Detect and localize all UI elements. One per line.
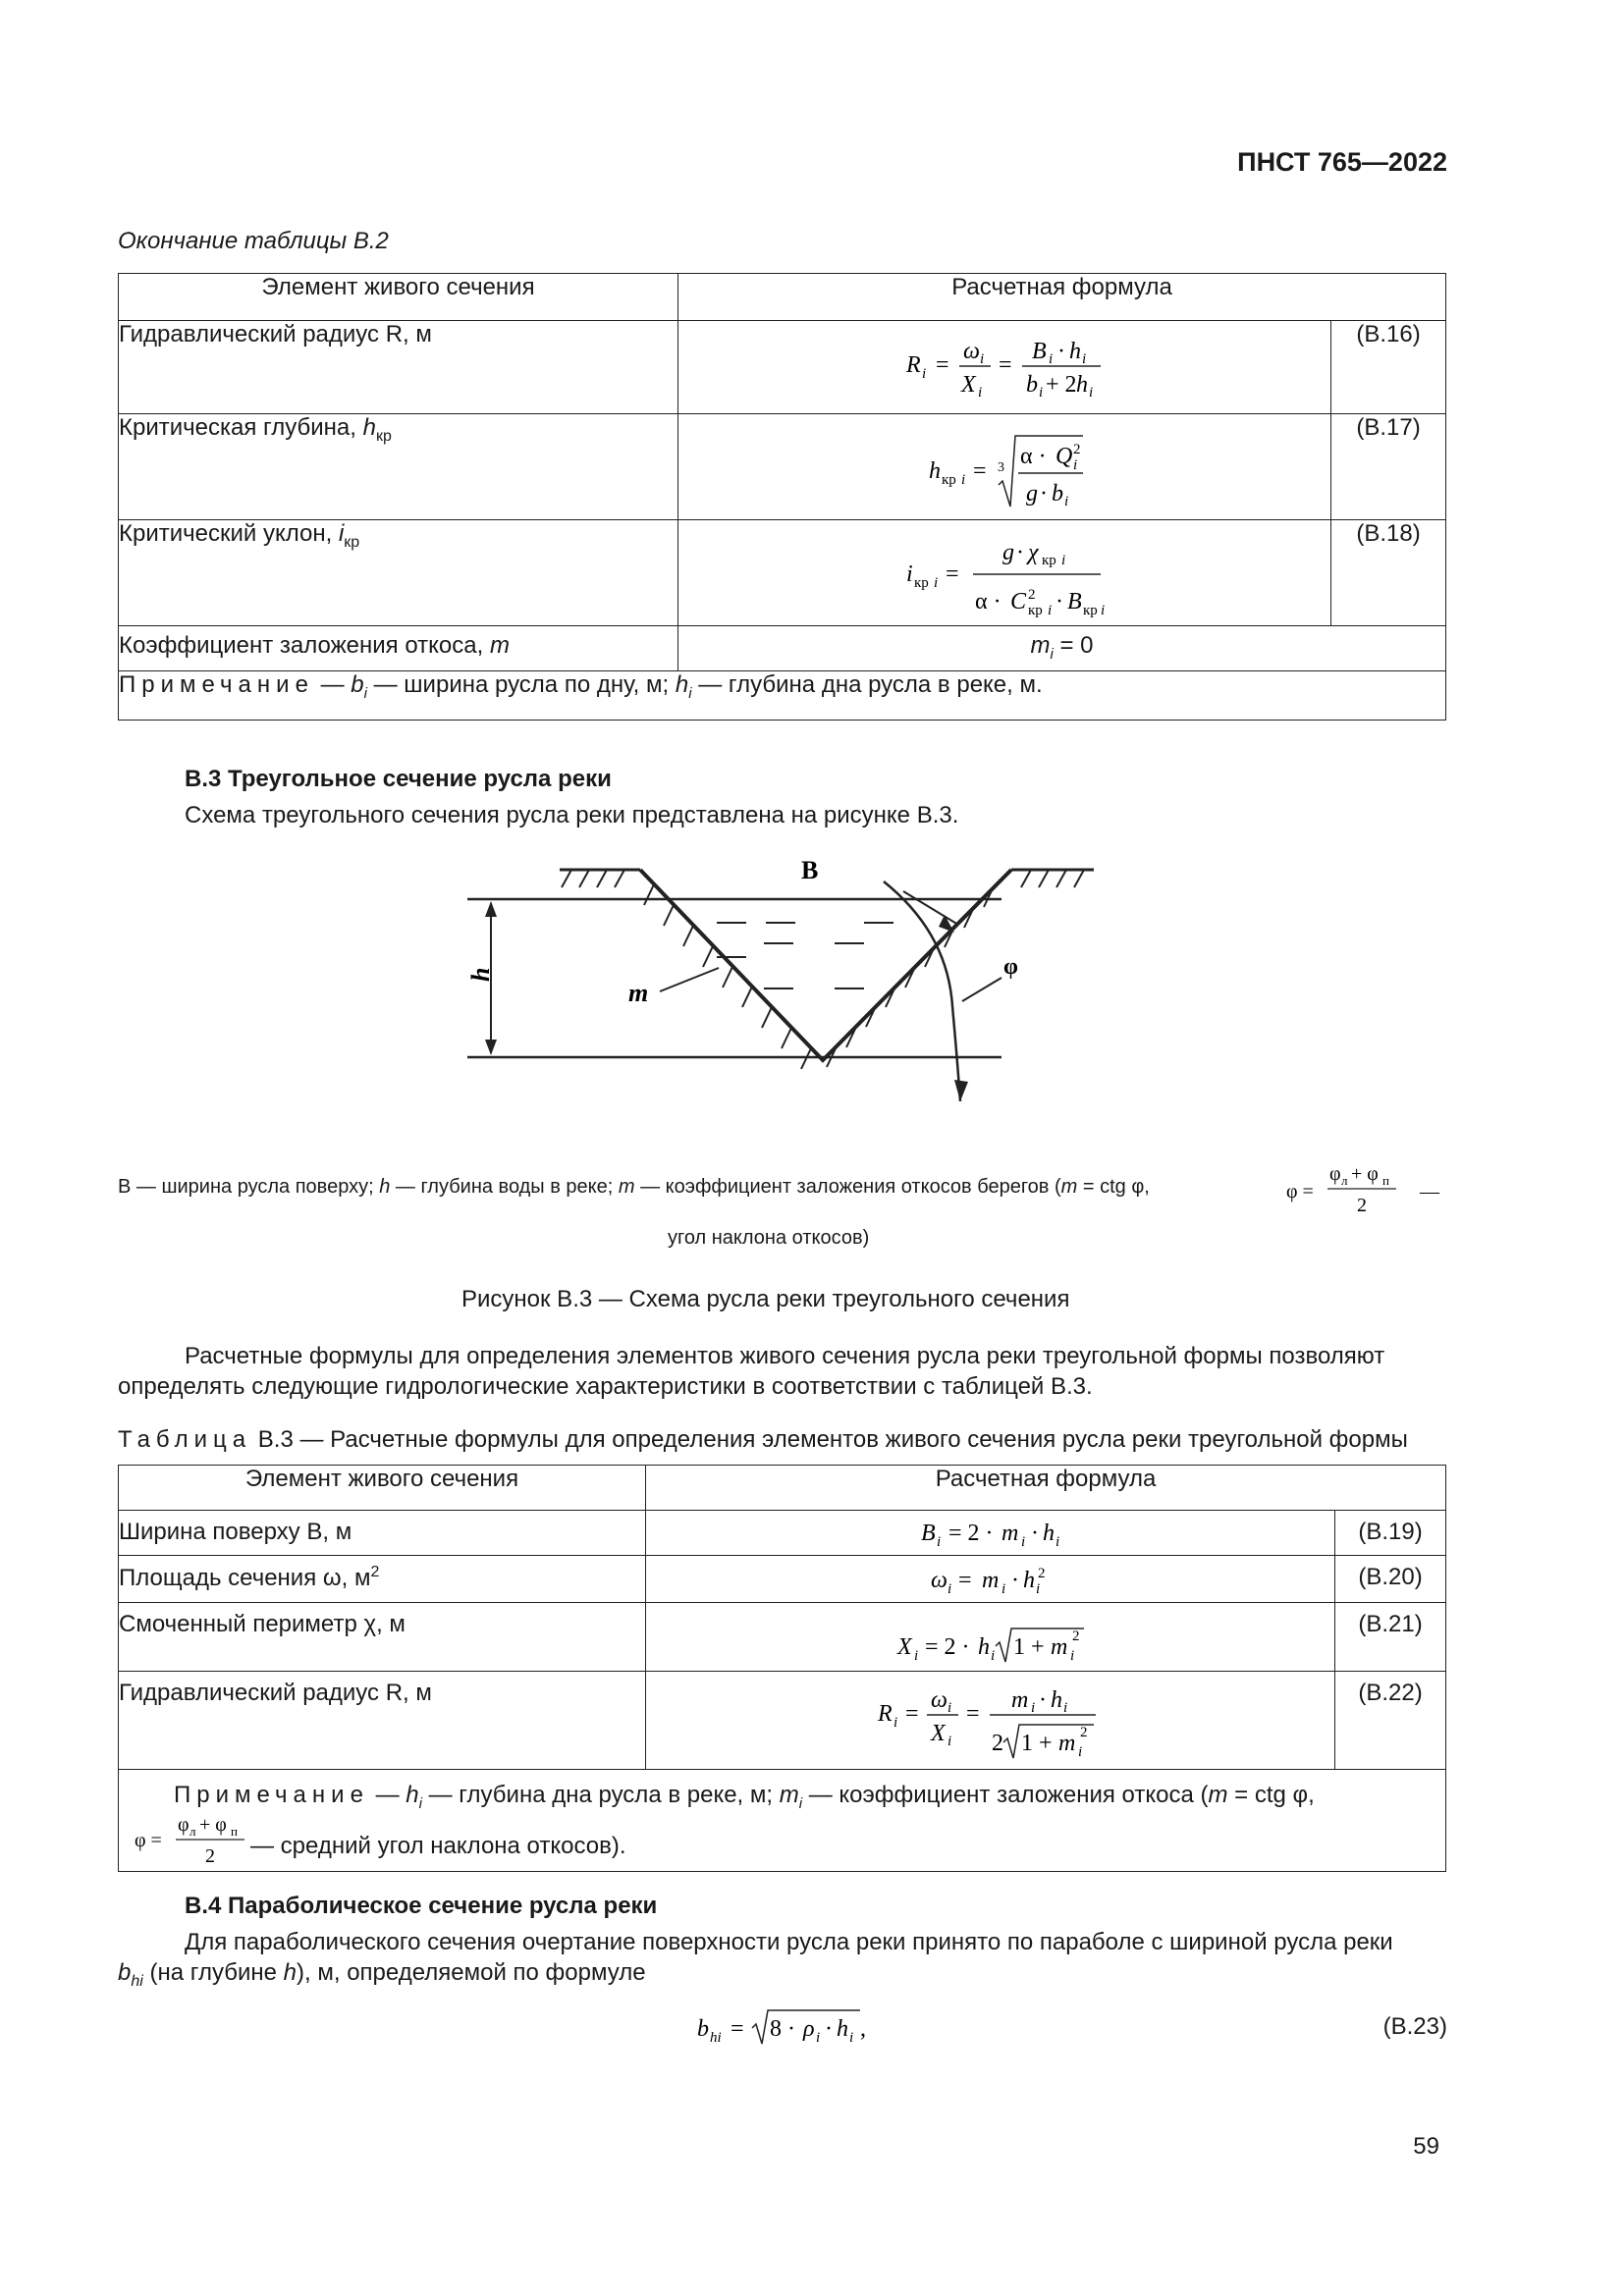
formula-b22 (646, 1672, 1335, 1770)
formula-b20-svg (646, 1556, 1335, 1603)
svg-text:i: i (947, 1700, 952, 1716)
col-header-element: Элемент живого сечения (119, 274, 678, 321)
svg-text:=: = (946, 561, 959, 587)
svg-text:п: п (1382, 1173, 1389, 1188)
svg-text:i: i (991, 1648, 996, 1664)
figure-b3-diagram (452, 844, 1119, 1139)
row-label: Смоченный периметр χ, м (119, 1603, 646, 1672)
formula-number: (В.17) (1331, 414, 1446, 520)
formula-number: (В.20) (1335, 1556, 1446, 1603)
svg-text:h: h (1069, 339, 1081, 364)
svg-text:i: i (947, 1581, 952, 1597)
svg-text:1 +: 1 + (1013, 1634, 1045, 1660)
formula-b16-svg (678, 321, 1331, 414)
figure-b3-caption: Рисунок В.3 — Схема русла реки треугольного сечения (461, 1286, 1070, 1312)
m-leader (660, 968, 719, 991)
phi-leader (962, 978, 1001, 1001)
svg-text:X: X (931, 1721, 946, 1746)
svg-text:+ φ: + φ (199, 1814, 227, 1836)
svg-text:,: , (860, 2016, 866, 2042)
svg-text:+ φ: + φ (1351, 1163, 1379, 1185)
svg-text:m: m (1058, 1731, 1076, 1756)
svg-text:h: h (1023, 1568, 1035, 1593)
svg-text:φ =: φ = (135, 1830, 162, 1851)
h-arrow-bottom (485, 1040, 497, 1055)
svg-text:i: i (1061, 553, 1066, 568)
table-note-row (119, 1770, 1446, 1872)
svg-text:B: B (1067, 589, 1082, 614)
svg-text:h: h (978, 1634, 990, 1660)
svg-text:8 ·: 8 · (770, 2016, 795, 2042)
svg-text:+ 2: + 2 (1046, 372, 1077, 398)
svg-text:i: i (849, 2030, 854, 2046)
svg-text:=: = (936, 352, 949, 378)
svg-text:m: m (1051, 1634, 1068, 1660)
svg-text:h: h (929, 458, 941, 484)
section-b3-intro: Схема треугольного сечения русла реки представлена на рисунке В.3. (185, 802, 959, 828)
formula-number: (В.21) (1335, 1603, 1446, 1672)
svg-text:g: g (1002, 540, 1014, 565)
svg-text:i: i (1021, 1534, 1026, 1550)
page-number: 59 (1413, 2133, 1439, 2160)
svg-text:кр: кр (942, 472, 956, 488)
svg-text:i: i (1082, 351, 1087, 367)
table-b2-caption: Окончание таблицы В.2 (118, 228, 389, 254)
svg-text:i: i (934, 575, 939, 591)
formula-b23-number: (В.23) (1382, 2013, 1447, 2040)
svg-text:2: 2 (1080, 1725, 1088, 1740)
table-b3-title: Таблица В.3 — Расчетные формулы для определения элементов живого сечения русла реки треугольной формы (118, 1426, 1408, 1453)
svg-text:i: i (1070, 1648, 1075, 1664)
svg-text:= 2 ·: = 2 · (925, 1634, 970, 1660)
svg-text:i: i (1048, 603, 1053, 618)
svg-text:i: i (978, 385, 983, 400)
col-header-formula: Расчетная формула (646, 1466, 1446, 1511)
svg-text:2: 2 (205, 1845, 215, 1867)
table-row (119, 1672, 1446, 1770)
svg-text:л: л (189, 1824, 196, 1839)
svg-text:2: 2 (1073, 442, 1081, 457)
svg-text:п: п (231, 1824, 238, 1839)
svg-text:кр: кр (1083, 603, 1098, 618)
svg-text:кр: кр (1042, 553, 1056, 568)
table-row (119, 626, 1446, 671)
formula-b19 (646, 1511, 1335, 1556)
row-label: Коэффициент заложения откоса, m (119, 626, 678, 671)
formula-number: (В.18) (1331, 520, 1446, 626)
label-B: В (801, 856, 819, 884)
svg-text:ρ: ρ (803, 2016, 815, 2042)
svg-text:·: · (1031, 1521, 1039, 1546)
svg-text:·: · (1040, 481, 1048, 507)
svg-text:·: · (1056, 589, 1063, 614)
table-b3-note-line2: — средний угол наклона откосов). (250, 1833, 626, 1859)
svg-text:h: h (1076, 372, 1088, 398)
figure-legend-line1: В — ширина русла поверху; h — глубина воды в реке; m — коэффициент заложения откосов берегов (m = ctg φ, (118, 1176, 1150, 1198)
table-row (119, 1556, 1446, 1603)
svg-text:B: B (921, 1521, 936, 1546)
table-row (119, 520, 1446, 626)
svg-text:m: m (982, 1568, 1000, 1593)
svg-text:R: R (906, 352, 921, 378)
svg-text:=: = (731, 2016, 744, 2042)
section-b4-line1: Для параболического сечения очертание поверхности русла реки принято по параболе с шириной русла реки (185, 1929, 1393, 1955)
svg-text:i: i (937, 1534, 942, 1550)
svg-text:Q: Q (1056, 444, 1073, 469)
svg-text:=: = (958, 1568, 972, 1593)
formula-number: (В.16) (1331, 321, 1446, 414)
svg-text:i: i (1089, 385, 1094, 400)
svg-text:i: i (1039, 385, 1044, 400)
svg-text:ω: ω (963, 339, 980, 364)
formula-number: (В.19) (1335, 1511, 1446, 1556)
col-header-element: Элемент живого сечения (119, 1466, 646, 1511)
formula-b23 (687, 2001, 923, 2056)
svg-text:л: л (1341, 1173, 1348, 1188)
svg-text:m: m (1011, 1687, 1029, 1713)
table-b3 (118, 1465, 1446, 1872)
svg-text:i: i (1101, 603, 1106, 618)
svg-text:i: i (961, 472, 966, 488)
table-b3-note (119, 1770, 1446, 1872)
svg-text:B: B (1032, 339, 1047, 364)
svg-text:X: X (897, 1634, 912, 1660)
row-label: Гидравлический радиус R, м (119, 1672, 646, 1770)
row-label: Критическая глубина, $h_{кр}$ (119, 414, 678, 520)
svg-text:i: i (1078, 1744, 1083, 1760)
svg-text:χ: χ (1028, 540, 1039, 565)
paragraph-line2: определять следующие гидрологические характеристики в соответствии с таблицей В.3. (118, 1373, 1093, 1400)
svg-text:=: = (999, 352, 1012, 378)
table-row (119, 321, 1446, 414)
section-b4-line2: $b_{hi}$ (на глубине h), м, определяемой по формуле (118, 1959, 646, 1990)
svg-text:h: h (1043, 1521, 1055, 1546)
formula-b21 (646, 1603, 1335, 1672)
svg-text:i: i (906, 561, 913, 587)
table-b2-note: Примечание — $b_i$ — ширина русла по дну, м; $h_i$ — глубина дна русла в реке, м. (119, 671, 1446, 721)
formula-b20 (646, 1556, 1335, 1603)
paragraph-line1: Расчетные формулы для определения элементов живого сечения русла реки треугольной формы позволяют (185, 1343, 1385, 1369)
h-arrow-top (485, 901, 497, 917)
label-phi: φ (1003, 954, 1018, 980)
svg-text:φ: φ (178, 1814, 189, 1836)
svg-text:ω: ω (931, 1687, 947, 1713)
table-row (119, 414, 1446, 520)
svg-text:i: i (914, 1648, 919, 1664)
svg-text:—: — (1420, 1181, 1439, 1202)
svg-text:i: i (922, 366, 927, 382)
svg-text:α ·: α · (1020, 444, 1047, 469)
formula-b17-svg (678, 414, 1331, 520)
figure-legend-line2: угол наклона откосов) (668, 1227, 870, 1249)
formula-b16 (678, 321, 1331, 414)
svg-text:2: 2 (1072, 1629, 1080, 1644)
formula-m: $m_i = 0$ (678, 626, 1446, 671)
svg-text:φ: φ (1329, 1163, 1341, 1185)
svg-text:i: i (1063, 1700, 1068, 1716)
svg-text:i: i (1049, 351, 1054, 367)
formula-b17 (678, 414, 1331, 520)
svg-text:α ·: α · (975, 589, 1001, 614)
svg-text:i: i (816, 2030, 821, 2046)
svg-text:C: C (1010, 589, 1027, 614)
ground-hatching (562, 870, 1084, 887)
svg-text:=: = (966, 1701, 980, 1727)
svg-text:b: b (1026, 372, 1038, 398)
svg-text:i: i (893, 1715, 898, 1731)
section-b4-heading: В.4 Параболическое сечение русла реки (185, 1893, 658, 1919)
label-m: m (628, 979, 649, 1007)
svg-text:2: 2 (1028, 587, 1036, 603)
svg-text:·: · (1011, 1568, 1019, 1593)
standard-id: ПНСТ 765—2022 (1237, 147, 1447, 177)
svg-text:i: i (947, 1734, 952, 1749)
svg-text:i: i (980, 351, 985, 367)
section-b3-heading: В.3 Треугольное сечение русла реки (185, 766, 612, 792)
row-label: Гидравлический радиус R, м (119, 321, 678, 414)
col-header-formula: Расчетная формула (678, 274, 1446, 321)
formula-b22-svg (646, 1672, 1335, 1770)
svg-text:i: i (1064, 494, 1069, 509)
svg-text:3: 3 (998, 460, 1004, 475)
svg-text:φ =: φ = (1286, 1181, 1314, 1202)
svg-text:R: R (878, 1701, 893, 1727)
svg-text:=: = (973, 458, 987, 484)
svg-text:кр: кр (914, 575, 929, 591)
label-h: h (466, 967, 495, 982)
svg-text:·: · (1016, 540, 1024, 565)
row-label: Площадь сечения ω, $м^2$ (119, 1556, 646, 1603)
svg-text:i: i (1001, 1581, 1006, 1597)
svg-text:i: i (1056, 1534, 1060, 1550)
svg-text:·: · (1057, 339, 1065, 364)
svg-text:h: h (1051, 1687, 1062, 1713)
svg-text:m: m (1001, 1521, 1019, 1546)
svg-text:i: i (1031, 1700, 1036, 1716)
svg-text:h: h (837, 2016, 848, 2042)
svg-text:i: i (1036, 1581, 1041, 1597)
svg-text:·: · (1039, 1687, 1047, 1713)
table-b3-note-line1: Примечание — $h_i$ — глубина дна русла в реке, м; $m_i$ — коэффициент заложения откоса (m = ctg φ, (174, 1782, 1315, 1812)
table-row (119, 1511, 1446, 1556)
svg-text:b: b (1052, 481, 1063, 507)
svg-text:2: 2 (1357, 1195, 1367, 1216)
formula-b18-svg (678, 520, 1331, 626)
svg-text:2: 2 (992, 1731, 1003, 1756)
svg-text:= 2 ·: = 2 · (948, 1521, 994, 1546)
phi-arrow-bottom (954, 1080, 968, 1101)
svg-text:b: b (697, 2016, 709, 2042)
formula-b19-svg (646, 1511, 1335, 1556)
svg-text:g: g (1026, 481, 1038, 507)
svg-text:1 +: 1 + (1021, 1731, 1053, 1756)
row-label: Ширина поверху В, м (119, 1511, 646, 1556)
phi-arc (884, 881, 960, 1101)
table-b2 (118, 273, 1446, 721)
svg-text:hi: hi (710, 2030, 722, 2046)
table-row (119, 1603, 1446, 1672)
svg-text:X: X (961, 372, 976, 398)
formula-b18 (678, 520, 1331, 626)
svg-text:·: · (825, 2016, 833, 2042)
formula-b21-svg (646, 1603, 1335, 1672)
figure-legend-phi-formula (1284, 1158, 1451, 1217)
formula-number: (В.22) (1335, 1672, 1446, 1770)
svg-text:=: = (905, 1701, 919, 1727)
svg-text:2: 2 (1038, 1566, 1046, 1581)
svg-text:ω: ω (931, 1568, 947, 1593)
row-label: Критический уклон, $i_{кр}$ (119, 520, 678, 626)
svg-text:i: i (1073, 457, 1078, 473)
table-note-row (119, 671, 1446, 721)
svg-text:кр: кр (1028, 603, 1043, 618)
